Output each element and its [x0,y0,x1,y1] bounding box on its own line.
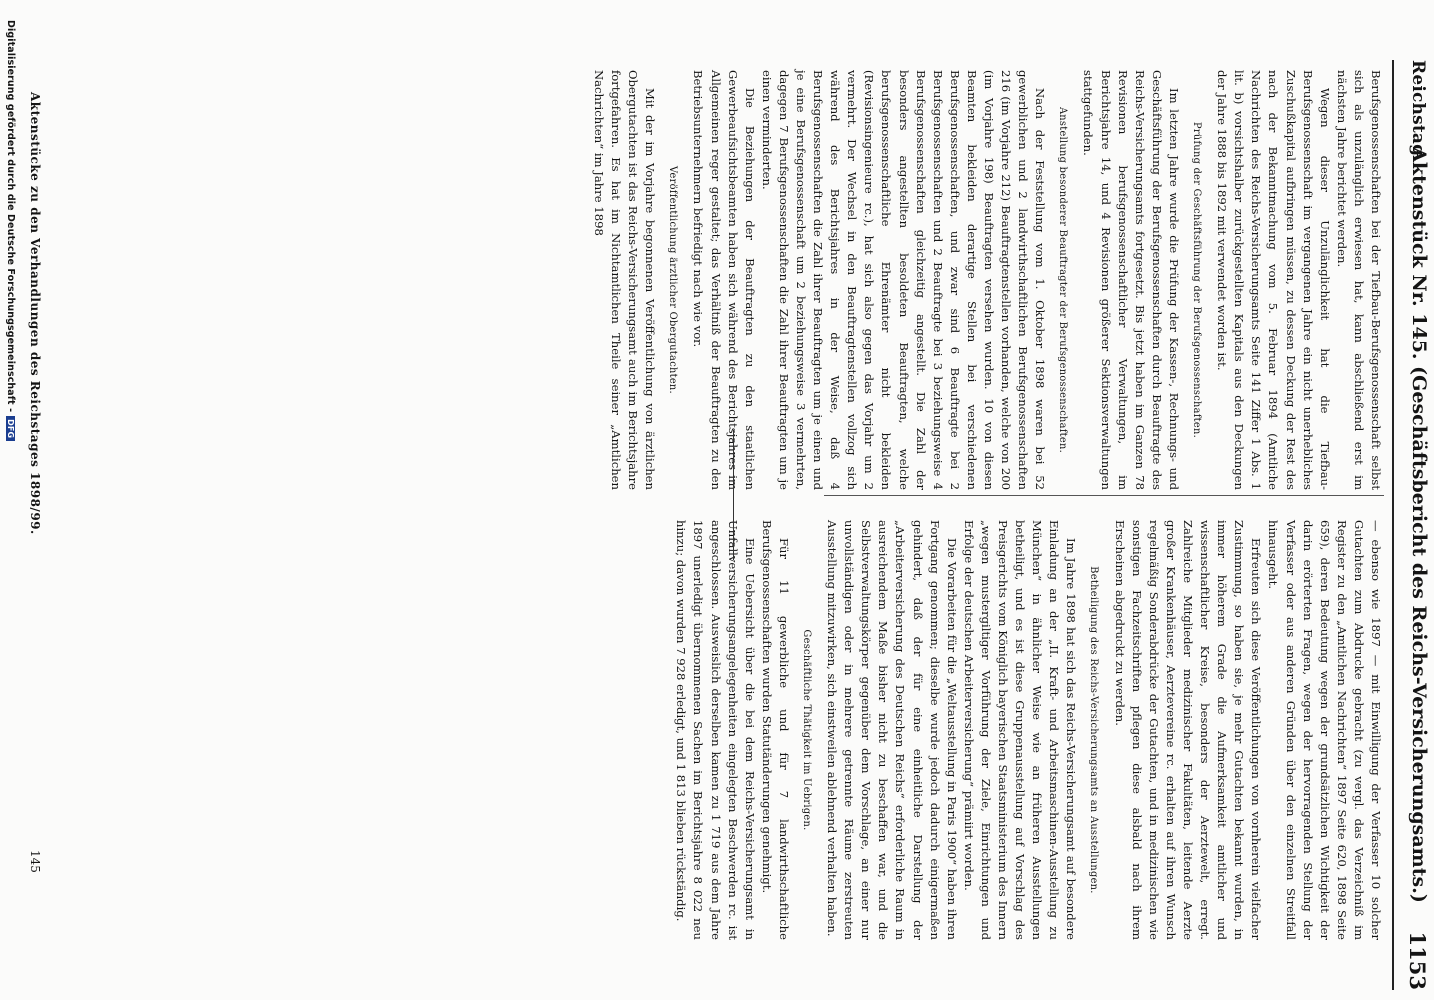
paragraph: Erfreuten sich diese Veröffentlichungen von vornherein vielfacher Zustimmung, so haben sie, je mehr Gutachten bekannt wurden, in immer höherem Grade die Aufmerksamkeit amtlicher und wissenschaftlicher Kreise, besonders der Aerztewelt, erregt. Zahlreiche Mitglieder medizinischer Fakultäten, leitende Aerzte großer Krankenhäuser, Aerztevereine rc. erhalten auf ihren Wunsch regelmäßig Sonderabdrücke der Gutachten, und in medizinischen wie sonstigen Fachzeitschriften pflegen diese alsbald nach ihrem Erscheinen abgedruckt zu werden. [1112,520,1264,940]
dfg-logo: DFG [6,416,15,441]
paragraph: Die Beziehungen der Beauftragten zu den staatlichen Gewerbeaufsichtsbeamten haben sich während des Berichtsjahres im Allgemeinen reger gestaltet; das Verhältniß der Beauftragten zu den Betriebsunternehmern befriedigt nach wie vor. [691,70,757,490]
paragraph: Im Jahre 1898 hat sich das Reichs-Versicherungsamt auf besondere Einladung an der „II. Kraft- und Arbeitsmaschinen-Ausstellung zu München“ in ähnlicher Weise wie an früheren Ausstellungen betheiligt, und es ist diese Gruppenausstellung auf Vorschlag des Preisgerichts vom Königlich bayerischen Staatsministerium des Innern „wegen mustergiltiger Vorführung der Ziele, Einrichtungen und Erfolge der deutschen Arbeiterversicherung“ prämiirt worden. [961,520,1079,940]
digitization-credit [5,20,16,441]
footer-title: Aktenstücke zu den Verhandlungen des Reichstages 1898/99. [28,92,42,535]
column-left [590,70,1384,490]
page-header [1398,60,1434,990]
page-number: 1153 [1405,931,1430,990]
column-right [672,520,1384,940]
header-center: Aktenstück Nr. 145. (Geschäftsbericht des Reichs-Versicherungsamts.) [1408,147,1430,903]
paragraph: Eine Uebersicht über die bei dem Reichs-Versicherungsamt in Unfallversicherungsangelegenheiten eingelegten Beschwerden rc. ist angeschlossen. Ausweislich derselben kamen zu 1 719 aus dem Jahre 1897 unerledigt übernommenen Sachen im Berichtsjahre 8 022 neu hinzu; davon wurden 7 928 erledigt, und 1 813 blieben rückständig. [674,520,757,940]
paragraph: Mit der im Vorjahre begonnenen Veröffentlichung von ärztlichen Obergutachten ist das Reichs-Versicherungsamt auch im Berichtsjahre fortgefahren. Es hat im Nichtamtlichen Theile seiner „Amtlichen Nachrichten“ im Jahre 1898 [591,70,658,490]
section-heading: Veröffentlichung ärztlicher Obergutachten. [667,166,679,394]
section-heading: Geschäftliche Thätigkeit im Uebrigen. [801,629,812,831]
paragraph: — ebenso wie 1897 — mit Einwilligung der Verfasser 10 solcher Gutachten zum Abdrucke gebracht (zu vergl. das Verzeichniß im Register zu den „Amtlichen Nachrichten“ 1897 Seite 620, 1898 Seite 659), deren Bedeutung wegen der grundsätzlichen Wichtigkeit der darin erörterten Fragen, wegen der hervorragenden Stellung der Verfasser oder aus anderen Gründen über den einzelnen Streitfall hinausgeht. [1266,520,1383,940]
section-heading: Anstellung besonderer Beauftragter der Berufsgenossenschaften. [1057,106,1069,454]
paragraph: Berufsgenossenschaften bei der Tiefbau-Berufsgenossenschaft selbst sich als unzulänglich erwiesen hat, kann abschließend erst im nächsten Jahre berichtet werden. [1334,70,1383,490]
footer-page-number: 145 [28,850,42,873]
paragraph: Nach der Feststellung vom 1. Oktober 1898 waren bei 52 gewerblichen und 2 landwirthschaftlichen Berufsgenossenschaften 216 (im Vorjahre 212) Beauftragtenstellen vorhanden, welche von 200 (im Vorjahre 198) Beauftragten versehen wurden. 10 von diesen Beamten bekleiden derartige Stellen bei verschiedenen Berufsgenossenschaften, und zwar sind 6 Beauftragte bei 2 Berufsgenossenschaften und 2 Beauftragte bei 3 beziehungsweise 4 Berufsgenossenschaften gleichzeitig angestellt. Die Zahl der besonders angestellten besoldeten Beauftragten, welche berufsgenossenschaftliche Ehrenämter nicht bekleiden (Revisionsingenieure rc.), hat sich also gegen das Vorjahr um 2 vermehrt. Der Wechsel in den Beauftragtenstellen vollzog sich während des Berichtsjahres in der Weise, daß 4 Berufsgenossenschaften die Zahl ihrer Beauftragten um je einen und je eine Berufsgenossenschaft um 2 beziehungsweise 3 vermehrten, dagegen 7 Berufsgenossenschaften die Zahl ihrer Beauftragten um je einen verminderten. [759,70,1048,490]
scan-edge-line [733,430,734,560]
header-left: Reichstag. [1408,60,1428,163]
header-rule [1392,60,1394,990]
paragraph: Im letzten Jahre wurde die Prüfung der Kassen-, Rechnungs- und Geschäftsführung der Berufsgenossenschaften durch Beauftragte des Reichs-Versicherungsamts fortgesetzt. Bis jetzt haben im Ganzen 78 Revisionen berufsgenossenschaftlicher Verwaltungen, im Berichtsjahre 14, und 4 Revisionen größerer Sektionsverwaltungen stattgefunden. [1081,70,1181,490]
section-heading: Betheiligung des Reichs-Versicherungsamts an Ausstellungen. [1088,566,1100,894]
paragraph: Für 11 gewerbliche und für 7 landwirthschaftliche Berufsgenossenschaften wurden Statutänderungen genehmigt. [759,520,791,940]
paragraph: Wegen dieser Unzulänglichkeit hat die Tiefbau-Berufsgenossenschaft im vergangenen Jahre ein nicht unerhebliches Zuschußkapital aufbringen müssen, zu dessen Deckung der Rest des nach der Bekanntmachung vom 5. Februar 1894 (Amtliche Nachrichten des Reichs-Versicherungsamts Seite 141 Ziffer 1 Abs. 1 lit. b) vorsichtshalber zurückgestellten Kapitals aus den Deckungen der Jahre 1888 bis 1892 mit verwendet worden ist. [1215,70,1332,490]
paragraph: Die Vorarbeiten für die „Weltausstellung in Paris 1900“ haben ihren Fortgang genommen; dieselbe wurde jedoch dadurch einigermaßen gehindert, daß der für eine einheitliche Darstellung der „Arbeiterversicherung des Deutschen Reichs“ erforderliche Raum in ausreichendem Maße bisher nicht zu beschaffen war, und die Selbstverwaltungskörper gegenüber dem Vorschlage, an einer nur unvollständigen oder in mehrere getrennte Räume zerstreuten Ausstellung mitzuwirken, sich einstweilen ablehnend verhalten haben. [825,520,959,940]
section-heading: Prüfung der Geschäftsführung der Berufsgenossenschaften. [1191,121,1203,439]
credit-text: Digitalisierung gefördert durch die Deutsche Forschungsgemeinschaft - [5,20,16,413]
column-divider [824,495,1384,496]
